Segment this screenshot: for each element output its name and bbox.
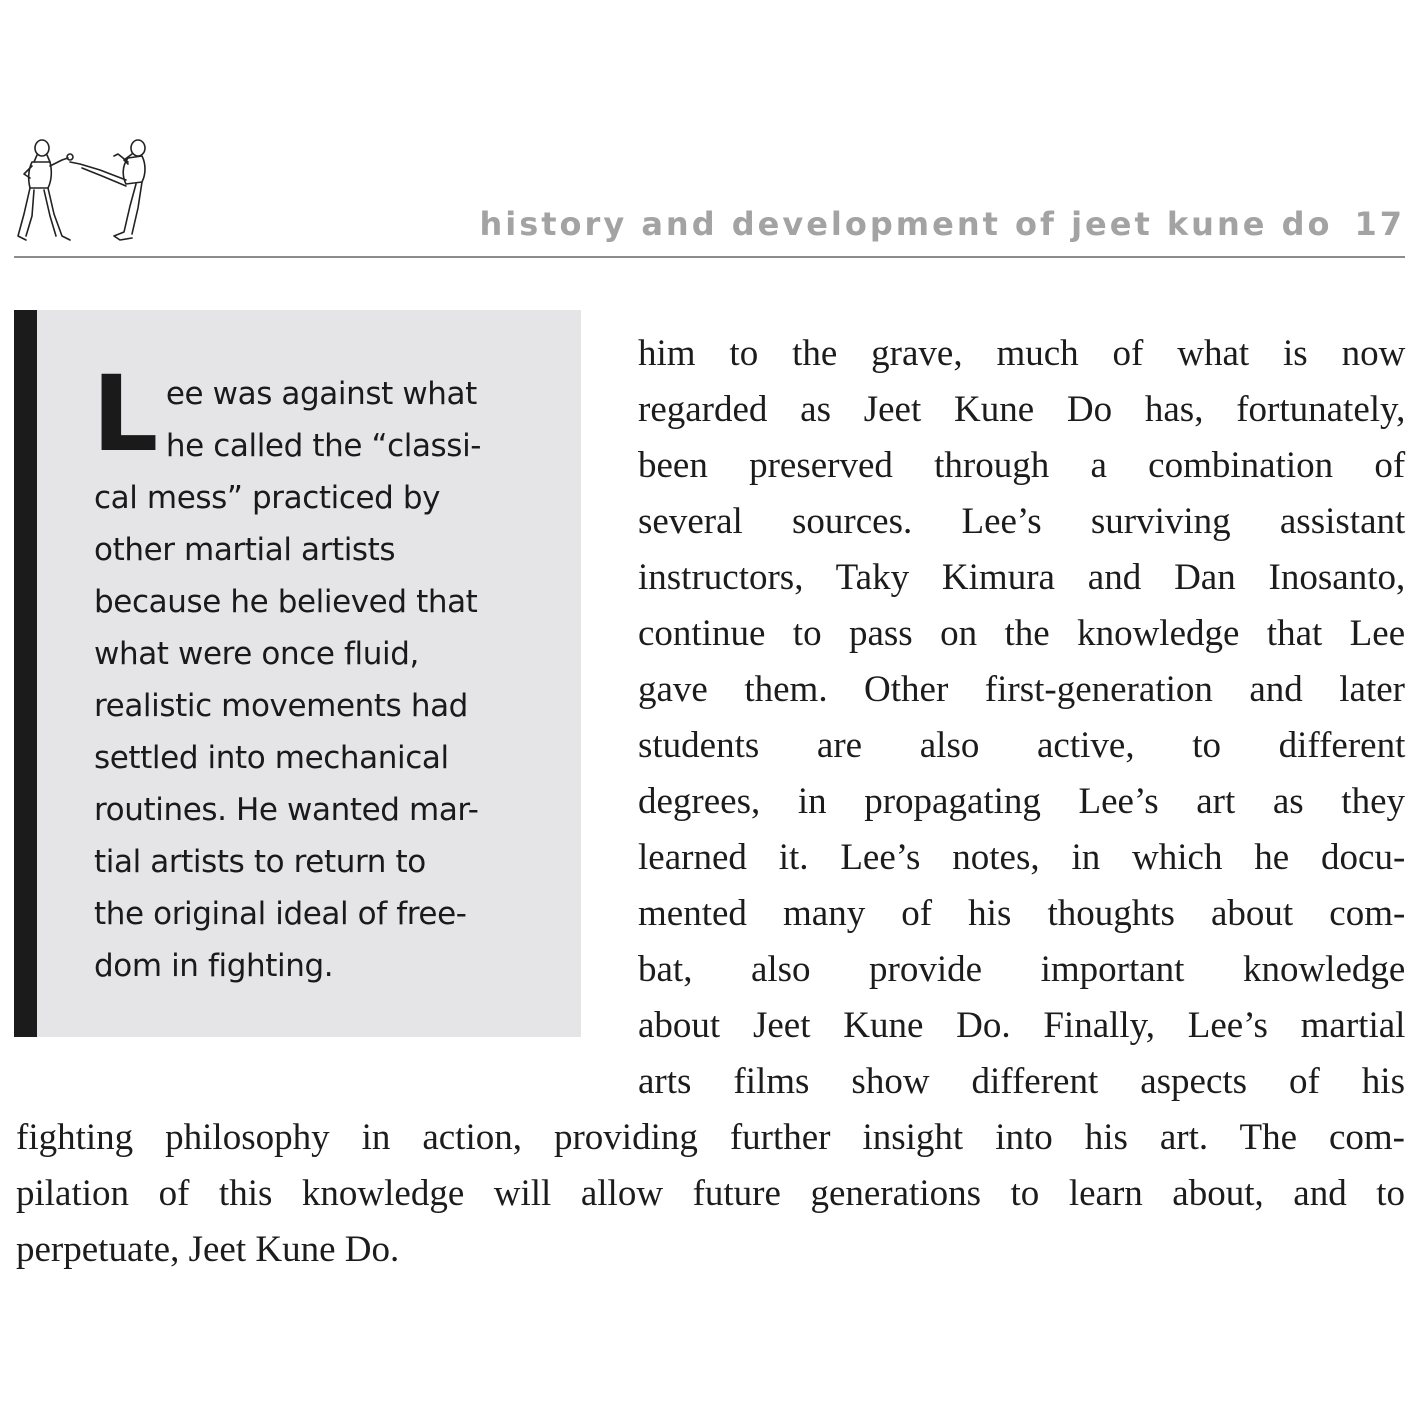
pull-quote-line: he called the “classi- [165, 428, 482, 464]
body-line: learned it. Lee’s notes, in which he docu- [638, 837, 1406, 878]
body-line: continue to pass on the knowledge that Lee [638, 613, 1406, 654]
sidebar-accent-bar [14, 310, 37, 1037]
pull-quote-line: other martial artists [94, 532, 396, 568]
pull-quote-line: because he believed that [94, 584, 478, 620]
body-line: degrees, in propagating Lee’s art as they [638, 781, 1405, 822]
body-text-full-width [16, 1110, 1405, 1278]
pull-quote-text [92, 353, 554, 992]
body-line: instructors, Taky Kimura and Dan Inosanto, [638, 557, 1406, 598]
pull-quote-line: realistic movements had [94, 688, 468, 724]
body-line: been preserved through a combination of [638, 445, 1406, 486]
body-line: him to the grave, much of what is now [638, 333, 1406, 374]
pull-quote-line: what were once fluid, [94, 636, 419, 672]
pull-quote-sidebar [14, 310, 581, 1037]
body-line: regarded as Jeet Kune Do has, fortunately, [638, 389, 1406, 430]
pull-quote-line: the original ideal of free- [94, 896, 467, 932]
running-title: history and development of jeet kune do [479, 205, 1333, 243]
body-line: students are also active, to different [638, 725, 1406, 766]
running-head [479, 205, 1405, 243]
pull-quote-line: tial artists to return to [94, 844, 426, 880]
header-rule [14, 256, 1405, 258]
body-line: perpetuate, Jeet Kune Do. [16, 1229, 400, 1270]
body-line: gave them. Other first-generation and later [638, 669, 1405, 710]
body-text-column [638, 326, 1405, 1110]
body-line: mented many of his thoughts about com- [638, 893, 1406, 934]
page-number: 17 [1354, 205, 1405, 243]
body-line: about Jeet Kune Do. Finally, Lee’s martial [638, 1005, 1406, 1046]
body-line: several sources. Lee’s surviving assistant [638, 501, 1406, 542]
body-line: fighting philosophy in action, providing further insight into his art. The com- [16, 1117, 1405, 1158]
pull-quote-line: cal mess” practiced by [94, 480, 441, 516]
body-line: bat, also provide important knowledge [638, 949, 1406, 990]
pull-quote-line: routines. He wanted mar- [94, 792, 479, 828]
two-martial-artists-kicking-icon [10, 136, 158, 252]
pull-quote-line: settled into mechanical [94, 740, 449, 776]
drop-cap: L [92, 353, 158, 475]
pull-quote-line: dom in fighting. [94, 948, 334, 984]
body-line: pilation of this knowledge will allow future generations to learn about, and to [16, 1173, 1405, 1214]
pull-quote-line: ee was against what [165, 376, 477, 412]
body-line: arts films show different aspects of his [638, 1061, 1405, 1102]
